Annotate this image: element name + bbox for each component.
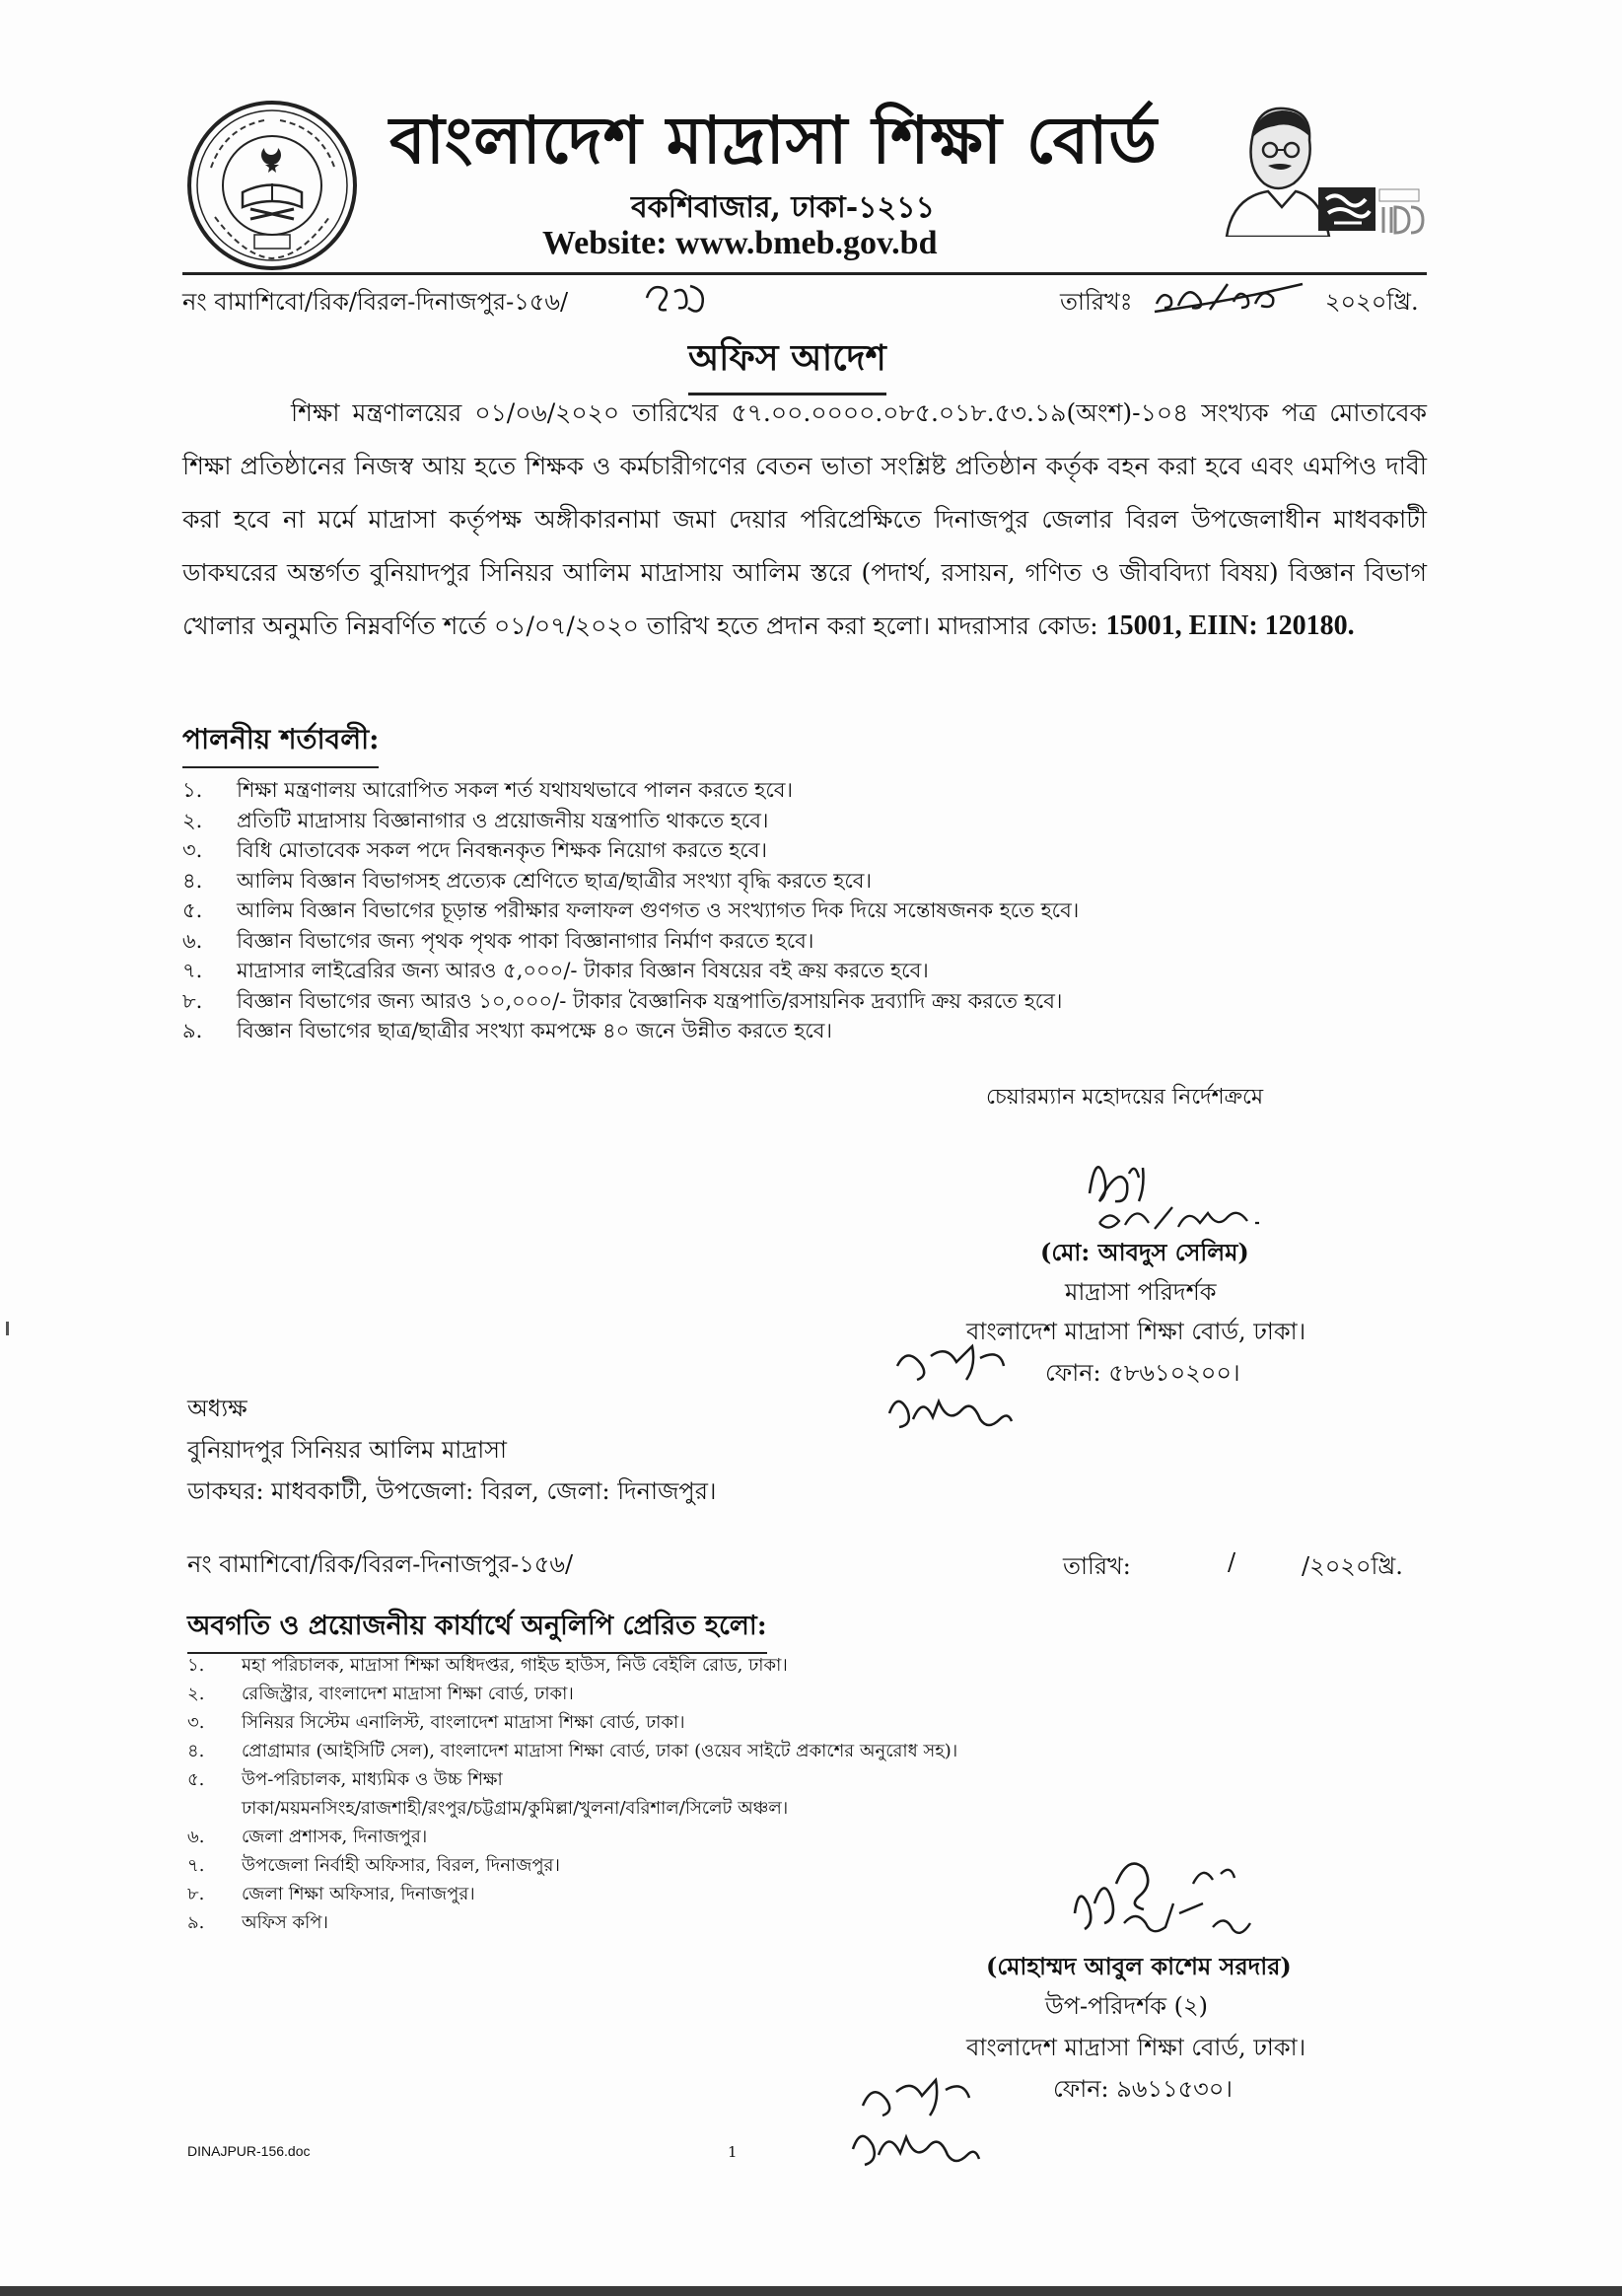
memo-number: নং বামাশিবো/রিক/বিরল-দিনাজপুর-১৫৬/ bbox=[182, 288, 569, 316]
condition-item bbox=[182, 775, 1427, 806]
copy-number: ৯. bbox=[187, 1912, 205, 1933]
condition-text: প্রতিটি মাদ্রাসায় বিজ্ঞানাগার ও প্রয়োজনীয় যন্ত্রপাতি থাকতে হবে। bbox=[237, 808, 769, 832]
conditions-heading: পালনীয় শর্তাবলী: bbox=[182, 718, 379, 768]
copy-text: জেলা শিক্ষা অফিসার, দিনাজপুর। bbox=[242, 1884, 475, 1904]
signatory-2-organization: বাংলাদেশ মাদ্রাসা শিক্ষা বোর্ড, ঢাকা। bbox=[966, 2034, 1306, 2061]
date-label: তারিখঃ bbox=[1060, 288, 1133, 316]
footer-page-number: 1 bbox=[728, 2143, 738, 2161]
copy-item bbox=[187, 1708, 1432, 1737]
condition-text: মাদ্রাসার লাইব্রেরির জন্য আরও ৫,০০০/- টাকার বিজ্ঞান বিষয়ের বই ক্রয় করতে হবে। bbox=[237, 959, 929, 982]
copy-text: অফিস কপি। bbox=[242, 1912, 328, 1933]
board-address: বকশিবাজার, ঢাকা-১২১১ bbox=[631, 190, 936, 225]
signatory-1-name: (মো: আবদুস সেলিম) bbox=[1040, 1238, 1249, 1266]
copy-number: ৮. bbox=[187, 1884, 205, 1904]
copy-text: প্রোগ্রামার (আইসিটি সেল), বাংলাদেশ মাদ্রাসা শিক্ষা বোর্ড, ঢাকা (ওয়েব সাইটে প্রকাশের অনুরোধ সহ)। bbox=[242, 1741, 958, 1761]
copy-number: ৪. bbox=[187, 1741, 205, 1761]
condition-text: শিক্ষা মন্ত্রণালয় আরোপিত সকল শর্ত যথাযথভাবে পালন করতে হবে। bbox=[237, 778, 793, 802]
handwritten-date bbox=[1149, 276, 1306, 320]
condition-number: ১. bbox=[182, 778, 203, 802]
memo-2-date-year: /২০২০খ্রি. bbox=[1302, 1552, 1403, 1580]
condition-text: আলিম বিজ্ঞান বিভাগসহ প্রত্যেক শ্রেণিতে ছাত্র/ছাত্রীর সংখ্যা বৃদ্ধি করতে হবে। bbox=[237, 868, 872, 893]
copy-number: ৬. bbox=[187, 1827, 205, 1847]
condition-item bbox=[182, 835, 1427, 866]
madrasa-code: 15001, EIIN: 120180. bbox=[1105, 610, 1355, 641]
board-seal-logo bbox=[185, 99, 359, 272]
copy-item bbox=[187, 1765, 1432, 1794]
memo-number-2: নং বামাশিবো/রিক/বিরল-দিনাজপুর-১৫৬/ bbox=[187, 1550, 574, 1578]
mujib-100-logo bbox=[1316, 183, 1425, 243]
signatory-2-designation: উপ-পরিদর্শক (২) bbox=[1045, 1992, 1209, 2020]
copy-text-continuation: ঢাকা/ময়মনসিংহ/রাজশাহী/রংপুর/চট্টগ্রাম/কুমিল্লা/খুলনা/বরিশাল/সিলেট অঞ্চল। bbox=[242, 1798, 789, 1819]
order-body bbox=[182, 387, 1427, 653]
signature-1 bbox=[1080, 1144, 1277, 1238]
condition-text: বিধি মোতাবেক সকল পদে নিবন্ধনকৃত শিক্ষক নিয়োগ করতে হবে। bbox=[237, 838, 768, 862]
initials-1 bbox=[878, 1336, 1025, 1450]
condition-number: ৭. bbox=[182, 959, 203, 982]
condition-text: বিজ্ঞান বিভাগের ছাত্র/ছাত্রীর সংখ্যা কমপক্ষে ৪০ জনে উন্নীত করতে হবে। bbox=[237, 1019, 833, 1042]
portrait-image bbox=[1223, 99, 1331, 237]
condition-text: বিজ্ঞান বিভাগের জন্য আরও ১০,০০০/- টাকার বৈজ্ঞানিক যন্ত্রপাতি/রসায়নিক দ্রব্যাদি ক্রয় করতে হবে। bbox=[237, 988, 1063, 1013]
scan-bottom-border bbox=[0, 2286, 1622, 2296]
header-divider bbox=[182, 272, 1427, 275]
signature-2 bbox=[1055, 1844, 1262, 1953]
condition-item bbox=[182, 926, 1427, 957]
condition-item bbox=[182, 866, 1427, 897]
signatory-1-organization: বাংলাদেশ মাদ্রাসা শিক্ষা বোর্ড, ঢাকা। bbox=[966, 1318, 1306, 1345]
footer-filename: DINAJPUR-156.doc bbox=[187, 2143, 311, 2159]
initials-2 bbox=[843, 2066, 986, 2185]
copy-number: ১. bbox=[187, 1655, 205, 1676]
condition-number: ৬. bbox=[182, 928, 203, 953]
copy-number: ২. bbox=[187, 1684, 205, 1704]
board-website: Website: www.bmeb.gov.bd bbox=[542, 225, 938, 261]
scan-edge-mark bbox=[6, 1322, 9, 1335]
copy-item bbox=[187, 1737, 1432, 1765]
date-year: ২০২০খ্রি. bbox=[1324, 288, 1419, 316]
condition-number: ৪. bbox=[182, 868, 203, 893]
copy-text: উপজেলা নির্বাহী অফিসার, বিরল, দিনাজপুর। bbox=[242, 1855, 560, 1876]
signatory-2-name: (মোহাম্মদ আবুল কাশেম সরদার) bbox=[986, 1952, 1292, 1980]
memo-2-date-label: তারিখ: bbox=[1063, 1552, 1131, 1580]
board-title: বাংলাদেশ মাদ্রাসা শিক্ষা বোর্ড bbox=[389, 102, 1159, 179]
condition-number: ২. bbox=[182, 808, 203, 832]
condition-number: ৫. bbox=[182, 898, 203, 922]
order-title: অফিস আদেশ bbox=[688, 331, 886, 395]
recipient-address: ডাকঘর: মাধবকাটী, উপজেলা: বিরল, জেলা: দিনাজপুর। bbox=[187, 1477, 717, 1505]
copy-text: সিনিয়র সিস্টেম এনালিস্ট, বাংলাদেশ মাদ্রাসা শিক্ষা বোর্ড, ঢাকা। bbox=[242, 1712, 685, 1733]
condition-number: ৩. bbox=[182, 838, 203, 862]
copy-number: ৭. bbox=[187, 1855, 205, 1876]
copy-text: উপ-পরিচালক, মাধ্যমিক ও উচ্চ শিক্ষা bbox=[242, 1769, 503, 1790]
copy-item-continuation bbox=[187, 1794, 1432, 1823]
copy-number: ৫. bbox=[187, 1769, 205, 1790]
condition-number: ৯. bbox=[182, 1019, 203, 1042]
memo-handwritten-number bbox=[641, 278, 712, 318]
recipient-title: অধ্যক্ষ bbox=[187, 1395, 247, 1422]
copy-text: রেজিস্ট্রার, বাংলাদেশ মাদ্রাসা শিক্ষা বোর্ড, ঢাকা। bbox=[242, 1684, 574, 1704]
memo-2-date-slash: / bbox=[1228, 1548, 1236, 1576]
condition-item bbox=[182, 806, 1427, 836]
condition-text: আলিম বিজ্ঞান বিভাগের চূড়ান্ত পরীক্ষার ফলাফল গুণগত ও সংখ্যাগত দিক দিয়ে সন্তোষজনক হতে হবে। bbox=[237, 898, 1080, 922]
copy-item bbox=[187, 1651, 1432, 1680]
signatory-2-phone: ফোন: ৯৬১১৫৩০। bbox=[1053, 2075, 1233, 2103]
signatory-1-phone: ফোন: ৫৮৬১০২০০। bbox=[1045, 1359, 1240, 1387]
order-body-text: শিক্ষা মন্ত্রণালয়ের ০১/০৬/২০২০ তারিখের ৫৭.০০.০০০০.০৮৫.০১৮.৫৩.১৯(অংশ)-১০৪ সংখ্যক পত্র মোতাবেক শিক্ষা প্রতিষ্ঠানের নিজস্ব আয় হতে শিক্ষক ও কর্মচারীগণের বেতন ভাতা সংশ্লিষ্ট প্রতিষ্ঠান কর্তৃক বহন করা হবে এবং এমপিও দাবী করা হবে না মর্মে মাদ্রাসা কর্তৃপক্ষ অঙ্গীকারনামা জমা দেয়ার পরিপ্রেক্ষিতে দিনাজপুর জেলার বিরল উপজেলাধীন মাধবকাটী ডাকঘরের অন্তর্গত বুনিয়াদপুর সিনিয়র আলিম মাদ্রাসায় আলিম স্তরে (পদার্থ, রসায়ন, গণিত ও জীববিদ্যা বিষয়) বিজ্ঞান বিভাগ খোলার অনুমতি নিম্নবর্ণিত শর্তে ০১/০৭/২০২০ তারিখ হতে প্রদান করা হলো। মাদরাসার কোড: bbox=[182, 398, 1427, 640]
conditions-list bbox=[182, 775, 1427, 1046]
copies-heading: অবগতি ও প্রয়োজনীয় কার্যার্থে অনুলিপি প্রেরিত হলো: bbox=[187, 1606, 767, 1654]
by-order-of-chairman: চেয়ারম্যান মহোদয়ের নির্দেশক্রমে bbox=[986, 1085, 1264, 1110]
condition-item bbox=[182, 896, 1427, 926]
condition-item bbox=[182, 956, 1427, 986]
copy-number: ৩. bbox=[187, 1712, 205, 1733]
copy-text: জেলা প্রশাসক, দিনাজপুর। bbox=[242, 1827, 428, 1847]
copy-item bbox=[187, 1680, 1432, 1708]
condition-item bbox=[182, 1016, 1427, 1046]
condition-number: ৮. bbox=[182, 988, 203, 1013]
copy-text: মহা পরিচালক, মাদ্রাসা শিক্ষা অধিদপ্তর, গাইড হাউস, নিউ বেইলি রোড, ঢাকা। bbox=[242, 1655, 788, 1676]
recipient-institution: বুনিয়াদপুর সিনিয়র আলিম মাদ্রাসা bbox=[187, 1436, 507, 1464]
condition-item bbox=[182, 986, 1427, 1017]
signatory-1-designation: মাদ্রাসা পরিদর্শক bbox=[1065, 1278, 1217, 1306]
condition-text: বিজ্ঞান বিভাগের জন্য পৃথক পৃথক পাকা বিজ্ঞানাগার নির্মাণ করতে হবে। bbox=[237, 928, 814, 953]
